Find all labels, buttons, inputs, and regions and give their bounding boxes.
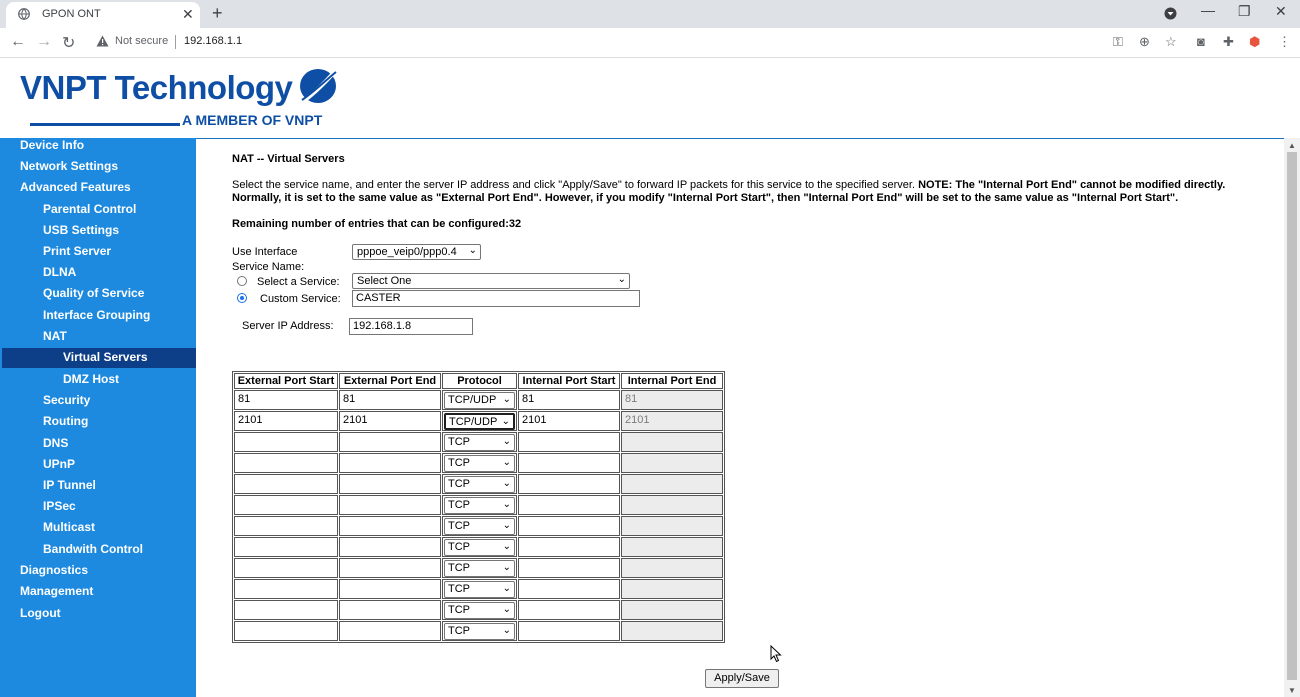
protocol-select[interactable]: [444, 434, 515, 451]
reload-icon[interactable]: ↻: [62, 35, 76, 52]
table-row: [234, 600, 723, 620]
close-tab-icon[interactable]: ✕: [182, 6, 194, 22]
internal-port-end-input: [622, 559, 722, 577]
brand-logo-text: VNPT Technology: [20, 69, 293, 106]
chevron-down-icon: ⌄: [502, 561, 511, 573]
apply-save-button[interactable]: Apply/Save: [705, 669, 779, 688]
external-port-start-input[interactable]: [235, 496, 337, 514]
external-port-start-input[interactable]: [235, 559, 337, 577]
menu-icon[interactable]: ⋮: [1278, 34, 1291, 49]
table-row: [234, 474, 723, 494]
protocol-value: TCP: [448, 540, 470, 553]
sidebar-item-ipsec[interactable]: IPSec: [43, 499, 76, 513]
column-header: Protocol: [442, 373, 517, 389]
external-port-start-input[interactable]: 2101: [235, 412, 337, 430]
protocol-select[interactable]: [444, 392, 515, 409]
protocol-value: TCP: [448, 435, 470, 448]
internal-port-start-input[interactable]: [519, 433, 619, 451]
internal-port-end-input: 81: [622, 391, 722, 409]
sidebar-item-print-server[interactable]: Print Server: [43, 244, 112, 258]
external-port-start-input[interactable]: [235, 538, 337, 556]
external-port-end-input[interactable]: 81: [340, 391, 440, 409]
external-port-end-input[interactable]: [340, 475, 440, 493]
internal-port-end-input: [622, 454, 722, 472]
omnibox-separator: [175, 35, 176, 49]
router-header: [0, 58, 1300, 139]
internal-port-start-input[interactable]: [519, 601, 619, 619]
back-icon[interactable]: ←: [10, 33, 26, 50]
chevron-down-icon: ⌄: [502, 519, 511, 531]
internal-port-end-input: [622, 538, 722, 556]
server-ip-input[interactable]: 192.168.1.8: [349, 318, 473, 335]
security-label[interactable]: Not secure: [115, 35, 169, 47]
server-ip-label: Server IP Address:: [242, 320, 334, 332]
select-service-label: Select a Service:: [257, 276, 340, 288]
new-tab-icon[interactable]: +: [212, 3, 223, 23]
extension-logo-icon[interactable]: ⬢: [1249, 34, 1261, 49]
protocol-select[interactable]: [444, 623, 515, 640]
protocol-value: TCP: [448, 582, 470, 595]
chevron-down-icon: ⌄: [502, 456, 511, 468]
table-row: [234, 411, 723, 431]
window-close-icon[interactable]: ✕: [1275, 3, 1287, 19]
chevron-down-icon: ⌄: [502, 582, 511, 594]
external-port-start-input[interactable]: [235, 475, 337, 493]
protocol-value: TCP: [448, 561, 470, 574]
tab-title: GPON ONT: [42, 8, 101, 20]
chevron-down-icon: ⌄: [502, 624, 511, 636]
page-scrollbar[interactable]: [1284, 138, 1300, 697]
external-port-end-input[interactable]: [340, 517, 440, 535]
sidebar-item-device-info[interactable]: Device Info: [20, 138, 85, 152]
url-text[interactable]: 192.168.1.1: [184, 35, 243, 47]
internal-port-start-input[interactable]: [519, 496, 619, 514]
protocol-select[interactable]: [444, 539, 515, 556]
sidebar-item-upnp[interactable]: UPnP: [43, 457, 76, 471]
page-description: [232, 179, 1262, 205]
internal-port-start-input[interactable]: [519, 559, 619, 577]
external-port-end-input[interactable]: [340, 538, 440, 556]
internal-port-start-input[interactable]: [519, 622, 619, 640]
external-port-start-input[interactable]: [235, 517, 337, 535]
description-text: Select the service name, and enter the server IP address and click "Apply/Save" to forward IP packets for this service to the specified server.: [232, 179, 916, 191]
protocol-select[interactable]: [444, 476, 515, 493]
internal-port-start-input[interactable]: 81: [519, 391, 619, 409]
external-port-end-input[interactable]: [340, 559, 440, 577]
browser-tab-bar: [0, 0, 1300, 28]
protocol-value: TCP/UDP: [449, 415, 498, 428]
custom-service-label: Custom Service:: [260, 293, 341, 305]
internal-port-start-input[interactable]: [519, 580, 619, 598]
camera-icon[interactable]: ◙: [1197, 34, 1205, 49]
external-port-start-input[interactable]: [235, 601, 337, 619]
protocol-value: TCP/UDP: [448, 393, 497, 406]
sidebar-item-advanced-features[interactable]: Advanced Features: [20, 180, 131, 194]
external-port-end-input[interactable]: [340, 454, 440, 472]
chevron-down-icon: ⌄: [501, 415, 510, 427]
sidebar-item-bandwith-control[interactable]: Bandwith Control: [43, 542, 143, 556]
external-port-start-input[interactable]: [235, 580, 337, 598]
select-service-value: Select One: [357, 275, 412, 287]
scroll-up-icon[interactable]: ▲: [1288, 141, 1296, 150]
table-row: [234, 579, 723, 599]
chevron-down-icon: ⌄: [617, 274, 626, 285]
sidebar-menu: [0, 138, 196, 697]
column-header: Internal Port End: [621, 373, 723, 389]
table-row: [234, 453, 723, 473]
table-row: [234, 390, 723, 410]
table-row: [234, 495, 723, 515]
brand-tagline: A MEMBER OF VNPT: [182, 112, 323, 128]
protocol-value: TCP: [448, 477, 470, 490]
external-port-end-input[interactable]: [340, 433, 440, 451]
external-port-end-input[interactable]: [340, 622, 440, 640]
profile-menu-icon[interactable]: [1164, 7, 1177, 20]
external-port-start-input[interactable]: [235, 433, 337, 451]
extensions-icon[interactable]: ✚: [1223, 34, 1234, 49]
warning-icon: [96, 35, 109, 47]
internal-port-start-input[interactable]: [519, 517, 619, 535]
browser-toolbar: [0, 28, 1300, 58]
external-port-end-input[interactable]: [340, 601, 440, 619]
sidebar-item-dlna[interactable]: DLNA: [43, 265, 77, 279]
protocol-select[interactable]: [444, 581, 515, 598]
internal-port-start-input[interactable]: [519, 538, 619, 556]
protocol-value: TCP: [448, 603, 470, 616]
column-header: External Port End: [339, 373, 441, 389]
virtual-servers-table: [232, 371, 725, 643]
sidebar-item-security[interactable]: Security: [43, 393, 91, 407]
internal-port-end-input: [622, 517, 722, 535]
internal-port-start-input[interactable]: [519, 454, 619, 472]
sidebar-item-diagnostics[interactable]: Diagnostics: [20, 563, 89, 577]
restore-icon[interactable]: ❐: [1238, 3, 1251, 19]
sidebar-item-ip-tunnel[interactable]: IP Tunnel: [43, 478, 96, 492]
internal-port-end-input: [622, 601, 722, 619]
sidebar-item-management[interactable]: Management: [20, 584, 94, 598]
internal-port-end-input: [622, 496, 722, 514]
sidebar-item-network-settings[interactable]: Network Settings: [20, 159, 119, 173]
description-note: NOTE: The "Internal Port End" cannot be modified directly. Normally, it is set to the same value as "External Port End". However, if you modify "Internal Port Start", then "Internal Port End" will be set to the same value as "Internal Port Start".: [232, 179, 1226, 204]
external-port-end-input[interactable]: 2101: [340, 412, 440, 430]
use-interface-value: pppoe_veip0/ppp0.4: [357, 246, 457, 258]
sidebar-item-dns[interactable]: DNS: [43, 436, 69, 450]
table-row: [234, 558, 723, 578]
sidebar-item-quality-of-service[interactable]: Quality of Service: [43, 286, 145, 300]
sidebar-item-multicast[interactable]: Multicast: [43, 520, 96, 534]
external-port-start-input[interactable]: 81: [235, 391, 337, 409]
external-port-end-input[interactable]: [340, 580, 440, 598]
forward-icon[interactable]: →: [36, 33, 52, 50]
internal-port-start-input[interactable]: [519, 475, 619, 493]
key-icon[interactable]: ⚿: [1113, 34, 1123, 49]
sidebar-item-interface-grouping[interactable]: Interface Grouping: [43, 308, 151, 322]
sidebar-item-nat[interactable]: NAT: [43, 329, 67, 343]
vnpt-logo-icon: [292, 66, 340, 112]
chevron-down-icon: ⌄: [502, 603, 511, 615]
protocol-select[interactable]: [444, 455, 515, 472]
chevron-down-icon: ⌄: [502, 540, 511, 552]
use-interface-label: Use Interface: [232, 246, 298, 258]
scroll-down-icon[interactable]: ▼: [1288, 686, 1296, 695]
protocol-select[interactable]: [444, 518, 515, 535]
external-port-start-input[interactable]: [235, 622, 337, 640]
chevron-down-icon: ⌄: [468, 245, 477, 256]
globe-icon: [18, 8, 30, 20]
protocol-value: TCP: [448, 456, 470, 469]
sidebar-item-usb-settings[interactable]: USB Settings: [43, 223, 120, 237]
sidebar-item-parental-control[interactable]: Parental Control: [43, 202, 137, 216]
select-service-dropdown[interactable]: [352, 273, 630, 289]
scroll-thumb[interactable]: [1287, 152, 1297, 680]
external-port-start-input[interactable]: [235, 454, 337, 472]
external-port-end-input[interactable]: [340, 496, 440, 514]
column-header: External Port Start: [234, 373, 338, 389]
internal-port-start-input[interactable]: 2101: [519, 412, 619, 430]
custom-service-radio[interactable]: [237, 293, 247, 303]
table-row: [234, 516, 723, 536]
protocol-value: TCP: [448, 624, 470, 637]
table-row: [234, 537, 723, 557]
sidebar-item-dmz-host[interactable]: DMZ Host: [63, 372, 119, 386]
custom-service-input[interactable]: CASTER: [352, 290, 640, 307]
internal-port-end-input: [622, 475, 722, 493]
zoom-icon[interactable]: ⊕: [1139, 34, 1150, 49]
protocol-value: TCP: [448, 519, 470, 532]
protocol-select[interactable]: [444, 560, 515, 577]
internal-port-end-input: [622, 580, 722, 598]
internal-port-end-input: [622, 622, 722, 640]
internal-port-end-input: [622, 433, 722, 451]
table-header-row: [234, 373, 723, 389]
chevron-down-icon: ⌄: [502, 435, 511, 447]
protocol-select[interactable]: [444, 413, 515, 430]
sidebar-item-routing[interactable]: Routing: [43, 414, 89, 428]
chevron-down-icon: ⌄: [502, 498, 511, 510]
select-service-radio[interactable]: [237, 276, 247, 286]
main-content: [196, 138, 1284, 697]
minimize-icon[interactable]: —: [1201, 2, 1215, 18]
sidebar-item-logout[interactable]: Logout: [20, 606, 61, 620]
internal-port-end-input: 2101: [622, 412, 722, 430]
remaining-entries: Remaining number of entries that can be configured:32: [232, 218, 522, 230]
column-header: Internal Port Start: [518, 373, 620, 389]
use-interface-select[interactable]: [352, 244, 481, 260]
protocol-select[interactable]: [444, 602, 515, 619]
chevron-down-icon: ⌄: [502, 477, 511, 489]
sidebar-item-virtual-servers[interactable]: Virtual Servers: [63, 350, 148, 364]
browser-tab[interactable]: [6, 2, 200, 28]
logo-underline: [30, 123, 180, 126]
protocol-value: TCP: [448, 498, 470, 511]
mouse-cursor-icon: [770, 645, 782, 663]
chevron-down-icon: ⌄: [502, 393, 511, 405]
table-row: [234, 621, 723, 641]
page-title: NAT -- Virtual Servers: [232, 153, 345, 165]
service-name-label: Service Name:: [232, 261, 305, 273]
table-row: [234, 432, 723, 452]
protocol-select[interactable]: [444, 497, 515, 514]
star-icon[interactable]: ☆: [1165, 34, 1177, 49]
